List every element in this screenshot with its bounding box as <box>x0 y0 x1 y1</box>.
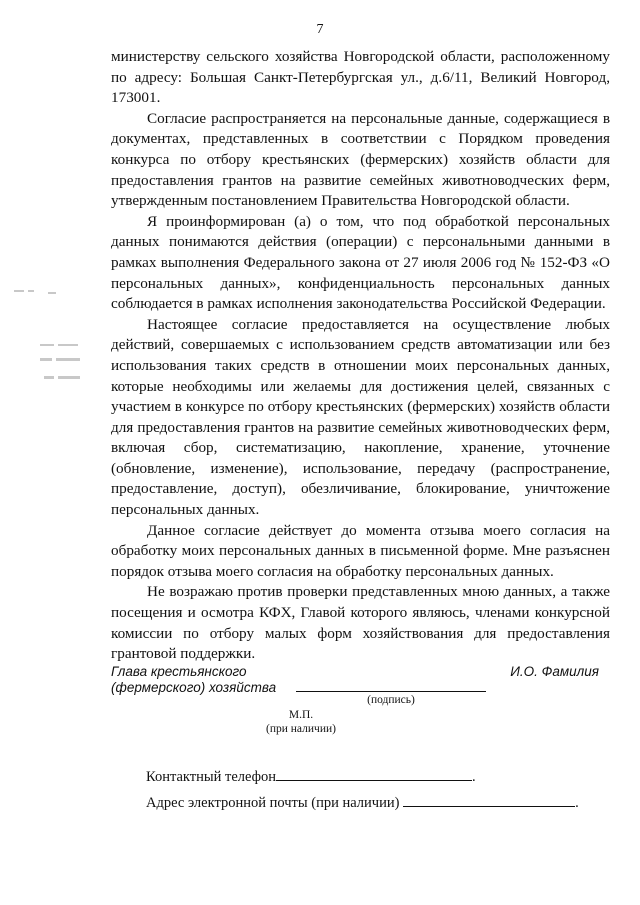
email-label: Адрес электронной почты (при наличии) <box>146 795 400 811</box>
contact-phone-row <box>146 766 476 786</box>
paragraph-consent-duration: Данное согласие действует до момента отзыва моего согласия на обработку моих персональных данных в письменной форме. Мне разъяснен порядок отзыва моего согласия на обработку персональных данных. <box>111 521 610 580</box>
signature-line <box>296 691 486 692</box>
signature-caption: (подпись) <box>367 694 415 706</box>
seal-block <box>221 708 381 736</box>
phone-field[interactable] <box>276 766 472 781</box>
paragraph-consent-actions: Настоящее согласие предоставляется на осуществление любых действий, совершаемых с использованием средств автоматизации или без использования таких средств в отношении моих персональных данных, которые необходимы или желаемы для достижения целей, связанных с участием в конкурсе по отбору крестьянских (фермерских) хозяйств области для предоставления грантов на развитие семейных животноводческих ферм, включая сбор, систематизацию, накопление, хранение, уточнение (обновление, изменение), использование, передачу (распространение, предоставление, доступ), обезличивание, блокирование, уничтожение персональных данных. <box>111 315 610 519</box>
email-end: . <box>575 795 579 811</box>
paragraph-address: министерству сельского хозяйства Новгородской области, расположенному по адресу: Большая Санкт-Петербургская ул., д.6/11, Великий Новгород, 173001. <box>111 48 610 107</box>
paragraph-processing-info: Я проинформирован (а) о том, что под обработкой персональных данных понимаются действия (операции) с персональными данными в рамках выполнения Федерального закона от 27 июля 2006 год № 152-ФЗ «О персональных данных», конфиденциальность персональных данных соблюдается в рамках исполнения законодательства Российской Федерации. <box>111 212 610 313</box>
paragraph-consent-scope: Согласие распространяется на персональные данные, содержащиеся в документах, представленных в соответствии с Порядком проведения конкурса по отбору крестьянских (фермерских) хозяйств области для предоставления грантов на развитие семейных животноводческих ферм, утвержденным постановлением Правительства Новгородской области. <box>111 109 610 210</box>
phone-label: Контактный телефон <box>146 769 277 785</box>
phone-end: . <box>472 769 476 785</box>
signature-name: И.О. Фамилия <box>510 664 599 679</box>
signature-title: Глава крестьянского (фермерского) хозяйства <box>111 664 277 695</box>
document-body <box>111 47 610 665</box>
signature-block <box>111 664 610 744</box>
email-field[interactable] <box>403 792 575 807</box>
seal-label: М.П. <box>288 709 314 721</box>
paragraph-verification: Не возражаю против проверки представленных мною данных, а также посещения и осмотра КФХ, Главой которого являюсь, членами конкурсной комиссии по отбору малых форм хозяйствования для предоставления грантовой поддержки. <box>111 583 610 663</box>
contact-email-row <box>146 792 579 812</box>
page-number: 7 <box>316 22 324 37</box>
seal-note: (при наличии) <box>266 723 336 735</box>
margin-scan-marks <box>0 280 100 410</box>
